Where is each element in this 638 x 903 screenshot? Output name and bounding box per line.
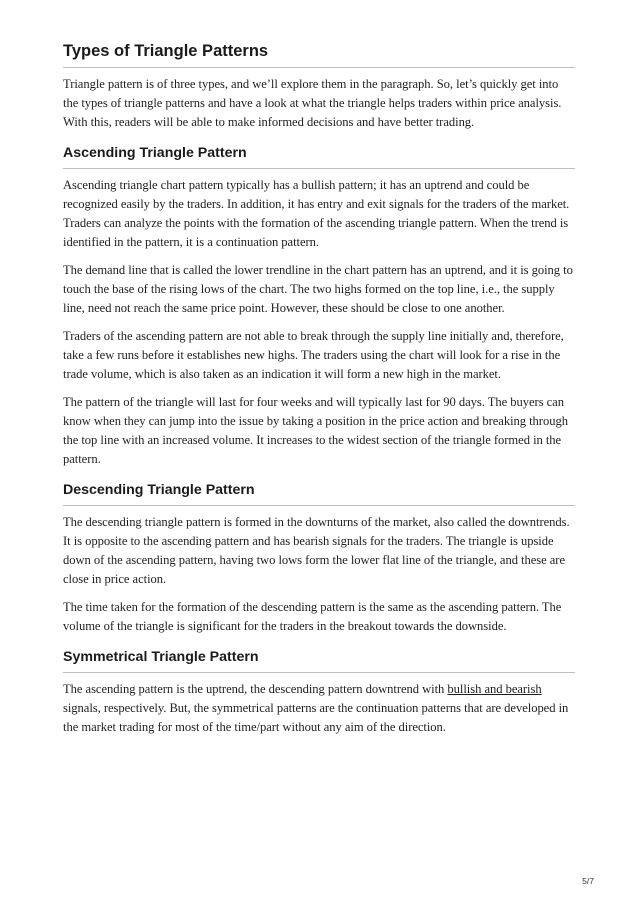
paragraph-ascending-1: Ascending triangle chart pattern typically has a bullish pattern; it has an uptrend and could be recognized easily by the traders. In addition, it has entry and exit signals for the traders of the market. Traders can analyze the points with the formation of the ascending triangle pattern. When the trend is identified in the pattern, it is a continuation pattern. — [63, 178, 570, 249]
section-title-types: Types of Triangle Patterns — [63, 40, 575, 68]
paragraph-ascending-2: The demand line that is called the lower trendline in the chart pattern has an uptrend, and it is going to touch the base of the rising lows of the chart. The two highs formed on the top line, i.e., the supply line, need not reach the same price point. However, these should be close to one another. — [63, 263, 573, 315]
paragraph-symmetrical-1 — [63, 680, 575, 737]
paragraph-symmetrical-text-after: signals, respectively. But, the symmetrical patterns are the continuation patterns that are developed in the market trading for most of the time/part without any aim of the direction. — [63, 701, 569, 734]
section-title-descending: Descending Triangle Pattern — [63, 481, 575, 506]
paragraph-ascending-3: Traders of the ascending pattern are not able to break through the supply line initially and, therefore, take a few runs before it establishes new highs. The traders using the chart will look for a rise in the trade volume, which is also taken as an indication it will form a new high in the market. — [63, 329, 564, 381]
section-title-ascending: Ascending Triangle Pattern — [63, 144, 575, 169]
paragraph-descending-1: The descending triangle pattern is formed in the downturns of the market, also called the downtrends. It is opposite to the ascending pattern and has bearish signals for the traders. The triangle is upside down of the ascending pattern, having two lows form the lower flat line of the triangle, and these are close in price action. — [63, 515, 570, 586]
page-number: 5/7 — [582, 876, 594, 886]
paragraph-ascending-4: The pattern of the triangle will last for four weeks and will typically last for 90 days. The buyers can know when they can jump into the issue by taking a position in the price action and breaking through the top line with an increased volume. It increases to the widest section of the triangle formed in the pattern. — [63, 395, 568, 466]
paragraph-symmetrical-text-before: The ascending pattern is the uptrend, the descending pattern downtrend with — [63, 682, 448, 696]
paragraph-descending-2: The time taken for the formation of the descending pattern is the same as the ascending pattern. The volume of the triangle is significant for the traders in the breakout towards the downside. — [63, 600, 562, 633]
section-title-symmetrical: Symmetrical Triangle Pattern — [63, 648, 575, 673]
bullish-bearish-link[interactable]: bullish and bearish — [447, 682, 542, 696]
document-page — [63, 40, 575, 746]
paragraph-types-intro: Triangle pattern is of three types, and we’ll explore them in the paragraph. So, let’s quickly get into the types of triangle patterns and have a look at what the triangle helps traders within price analysis. With this, readers will be able to make informed decisions and have better trading. — [63, 77, 562, 129]
